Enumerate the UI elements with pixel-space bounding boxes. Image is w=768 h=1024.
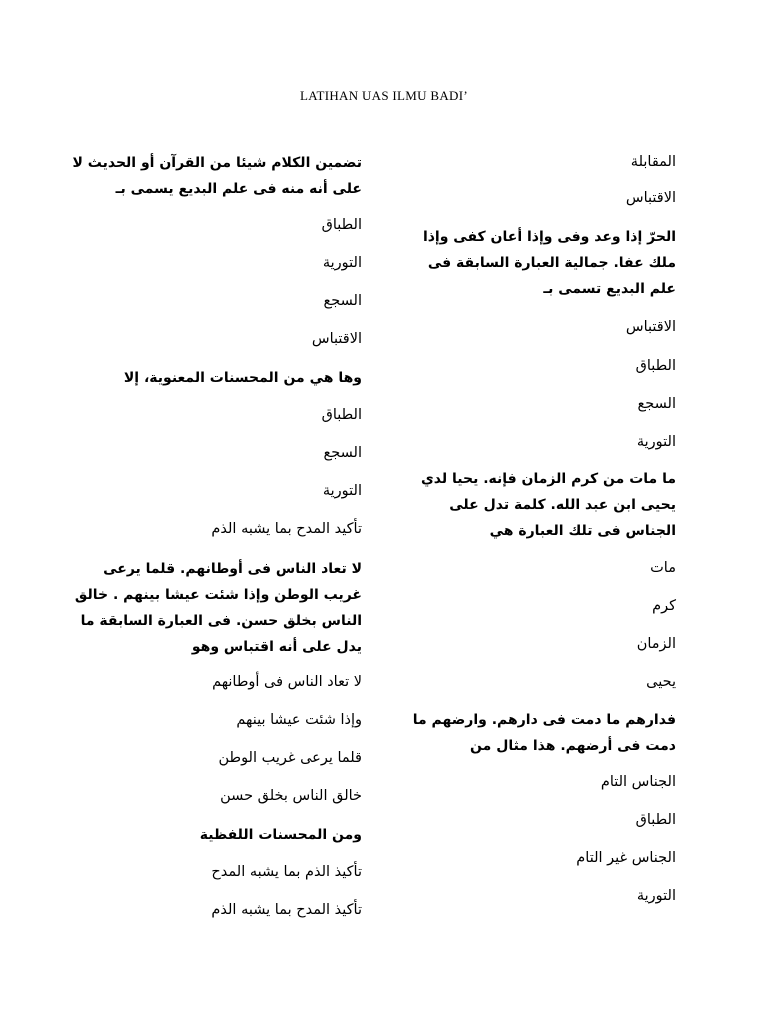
left-option: تأكيذ الذم بما يشبه المدح: [211, 864, 362, 880]
right-option: التورية: [636, 888, 676, 904]
left-option: السجع: [323, 445, 362, 461]
right-option: الطباق: [635, 358, 676, 374]
left-option: قلما يرعى غريب الوطن: [218, 750, 362, 766]
right-option: كرم: [652, 598, 676, 614]
left-option: السجع: [323, 293, 362, 309]
right-option: الجناس التام: [600, 774, 676, 790]
left-option: التورية: [322, 483, 362, 499]
right-option: السجع: [637, 396, 676, 412]
left-option: وإذا شئت عيشا بينهم: [236, 712, 362, 728]
right-question: ما مات من كرم الزمان فإنه. يحيا لدي يحيى ابن عبد الله. كلمة تدل على الجناس فى تلك العبارة هي: [420, 471, 676, 539]
left-question: تضمين الكلام شيئا من القرآن أو الحديث لا على أنه منه فى علم البديع يسمى بـ: [72, 155, 362, 197]
left-option: التورية: [322, 255, 362, 271]
left-option: الاقتباس: [311, 331, 362, 347]
left-option: الطباق: [321, 407, 362, 423]
left-option: خالق الناس بخلق حسن: [220, 788, 362, 804]
right-option: المقابلة: [630, 154, 676, 170]
left-question: لا تعاد الناس فى أوطانهم. قلما يرعى غريب الوطن وإذا شئت عيشا بينهم . خالق الناس بخلق حسن. فى العبارة السابقة ما يدل على أنه اقتباس وهو: [74, 561, 362, 655]
right-option: الاقتباس: [625, 190, 676, 206]
right-option: الجناس غير التام: [576, 850, 676, 866]
right-option: مات: [650, 560, 676, 576]
right-option: الاقتباس: [625, 319, 676, 335]
left-question: ومن المحسنات اللفظية: [199, 827, 362, 843]
left-question: وها هي من المحسنات المعنوية، إلا: [123, 370, 362, 386]
left-option: تأكيذ المدح بما يشبه الذم: [211, 902, 362, 918]
right-option: يحيى: [646, 674, 676, 690]
right-option: التورية: [636, 434, 676, 450]
left-option: تأكيد المدح بما يشبه الذم: [211, 521, 362, 537]
left-option: الطباق: [321, 217, 362, 233]
document-title: LATIHAN UAS ILMU BADI’: [299, 88, 468, 103]
right-question: الحرّ إذا وعد وفى وإذا أعان كفى وإذا ملك عفا. جمالية العبارة السابقة فى علم البديع تسمى بـ: [422, 229, 676, 297]
left-option: لا تعاد الناس فى أوطانهم: [212, 674, 362, 690]
right-option: الطباق: [635, 812, 676, 828]
right-option: الزمان: [636, 636, 676, 652]
right-question: فدارهم ما دمت فى دارهم. وارضهم ما دمت فى أرضهم. هذا مثال من: [412, 712, 676, 754]
